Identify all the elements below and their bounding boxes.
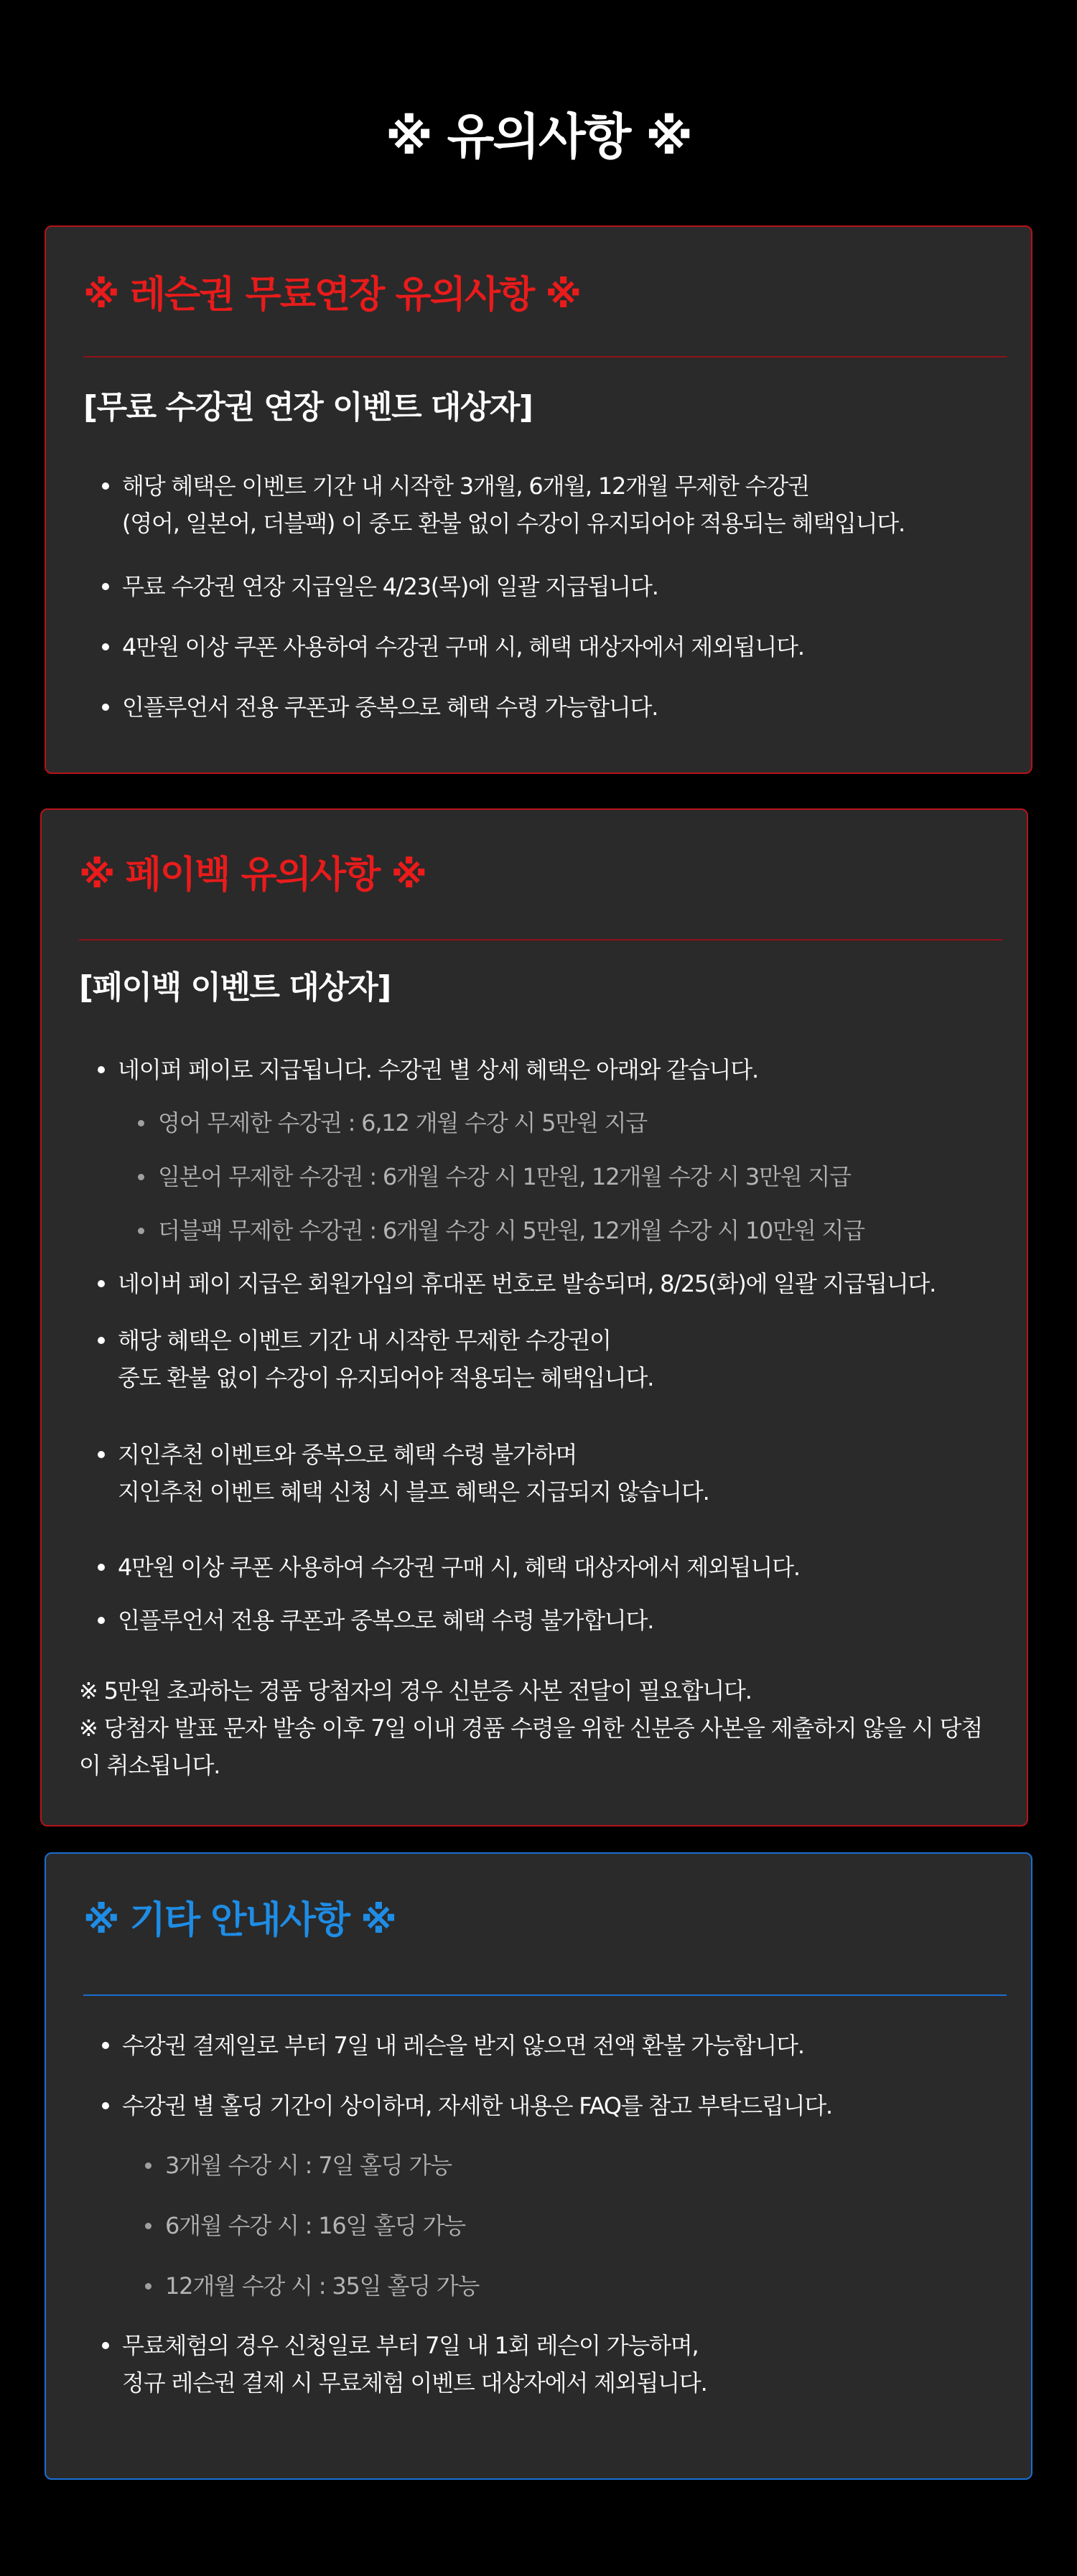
sub-bullet-icon	[138, 1120, 144, 1126]
section-subtitle: [페이백 이벤트 대상자]	[79, 969, 391, 1006]
sub-list-item: 3개월 수강 시 : 7일 홀딩 가능	[165, 2152, 452, 2179]
sub-list-item: 일본어 무제한 수강권 : 6개월 수강 시 1만원, 12개월 수강 시 3만원 지급	[158, 1163, 851, 1190]
section-title: ※ 기타 안내사항 ※	[83, 1899, 396, 1942]
list-item-continued: 중도 환불 없이 수강이 유지되어야 적용되는 혜택입니다.	[118, 1364, 654, 1391]
list-item: 네이버 페이 지급은 회원가입의 휴대폰 번호로 발송되며, 8/25(화)에 일괄 지급됩니다.	[118, 1270, 936, 1297]
list-item: 네이퍼 페이로 지급됩니다. 수강권 별 상세 혜택은 아래와 같습니다.	[118, 1056, 758, 1083]
list-item: 무료체험의 경우 신청일로 부터 7일 내 1회 레슨이 가능하며,	[122, 2332, 699, 2359]
sub-bullet-icon	[138, 1228, 144, 1234]
bullet-icon	[102, 583, 109, 590]
list-item: 인플루언서 전용 쿠폰과 중복으로 혜택 수령 불가합니다.	[118, 1607, 654, 1634]
list-item: 인플루언서 전용 쿠폰과 중복으로 혜택 수령 가능합니다.	[122, 694, 658, 721]
page-title: ※ 유의사항 ※	[385, 109, 692, 166]
bullet-icon	[98, 1564, 105, 1571]
section-subtitle: [무료 수강권 연장 이벤트 대상자]	[83, 389, 533, 426]
list-item: 4만원 이상 쿠폰 사용하여 수강권 구매 시, 혜택 대상자에서 제외됩니다.	[118, 1554, 800, 1581]
bullet-icon	[102, 2042, 109, 2049]
sub-bullet-icon	[145, 2223, 151, 2229]
bullet-icon	[98, 1280, 105, 1287]
sub-list-item: 12개월 수강 시 : 35일 홀딩 가능	[165, 2272, 480, 2300]
footnote-continued: 이 취소됩니다.	[79, 1752, 220, 1779]
bullet-icon	[102, 704, 109, 711]
footnote: ※ 5만원 초과하는 경품 당첨자의 경우 신분증 사본 전달이 필요합니다.	[79, 1677, 752, 1704]
bullet-icon	[102, 643, 109, 650]
sub-bullet-icon	[138, 1174, 144, 1180]
list-item-continued: (영어, 일본어, 더블팩) 이 중도 환불 없이 수강이 유지되어야 적용되는 혜택입니다.	[122, 510, 905, 537]
list-item: 4만원 이상 쿠폰 사용하여 수강권 구매 시, 혜택 대상자에서 제외됩니다.	[122, 633, 804, 661]
list-item: 수강권 결제일로 부터 7일 내 레슨을 받지 않으면 전액 환불 가능합니다.	[122, 2032, 804, 2059]
list-item-continued: 정규 레슨권 결제 시 무료체험 이벤트 대상자에서 제외됩니다.	[122, 2369, 707, 2397]
bullet-icon	[102, 2342, 109, 2349]
sub-bullet-icon	[145, 2283, 151, 2290]
free-extension-notice-panel	[45, 225, 1032, 774]
list-item: 수강권 별 홀딩 기간이 상이하며, 자세한 내용은 FAQ를 참고 부탁드립니다.	[122, 2092, 833, 2119]
sub-bullet-icon	[145, 2162, 151, 2169]
bullet-icon	[98, 1617, 105, 1624]
list-item-continued: 지인추천 이벤트 혜택 신청 시 블프 혜택은 지급되지 않습니다.	[118, 1478, 709, 1506]
other-info-panel	[45, 1852, 1032, 2480]
section-divider	[83, 356, 1007, 358]
footnote: ※ 당첨자 발표 문자 발송 이후 7일 이내 경품 수령을 위한 신분증 사본을 제출하지 않을 시 당첨	[79, 1714, 982, 1742]
bullet-icon	[98, 1451, 105, 1458]
bullet-icon	[102, 2102, 109, 2109]
sub-list-item: 더블팩 무제한 수강권 : 6개월 수강 시 5만원, 12개월 수강 시 10만원 지급	[158, 1217, 864, 1244]
list-item: 지인추천 이벤트와 중복으로 혜택 수령 불가하며	[118, 1441, 577, 1468]
bullet-icon	[98, 1337, 105, 1344]
sub-list-item: 영어 무제한 수강권 : 6,12 개월 수강 시 5만원 지급	[158, 1109, 648, 1137]
payback-notice-panel	[40, 808, 1028, 1826]
section-title: ※ 레슨권 무료연장 유의사항 ※	[83, 274, 581, 317]
list-item: 무료 수강권 연장 지급일은 4/23(목)에 일괄 지급됩니다.	[122, 573, 658, 600]
sub-list-item: 6개월 수강 시 : 16일 홀딩 가능	[165, 2212, 466, 2239]
section-divider	[79, 939, 1002, 941]
list-item: 해당 혜택은 이벤트 기간 내 시작한 3개월, 6개월, 12개월 무제한 수강권	[122, 472, 809, 500]
section-divider	[83, 1994, 1007, 1996]
bullet-icon	[102, 482, 109, 490]
section-title: ※ 페이백 유의사항 ※	[79, 854, 426, 897]
list-item: 해당 혜택은 이벤트 기간 내 시작한 무제한 수강권이	[118, 1327, 611, 1354]
bullet-icon	[98, 1066, 105, 1073]
